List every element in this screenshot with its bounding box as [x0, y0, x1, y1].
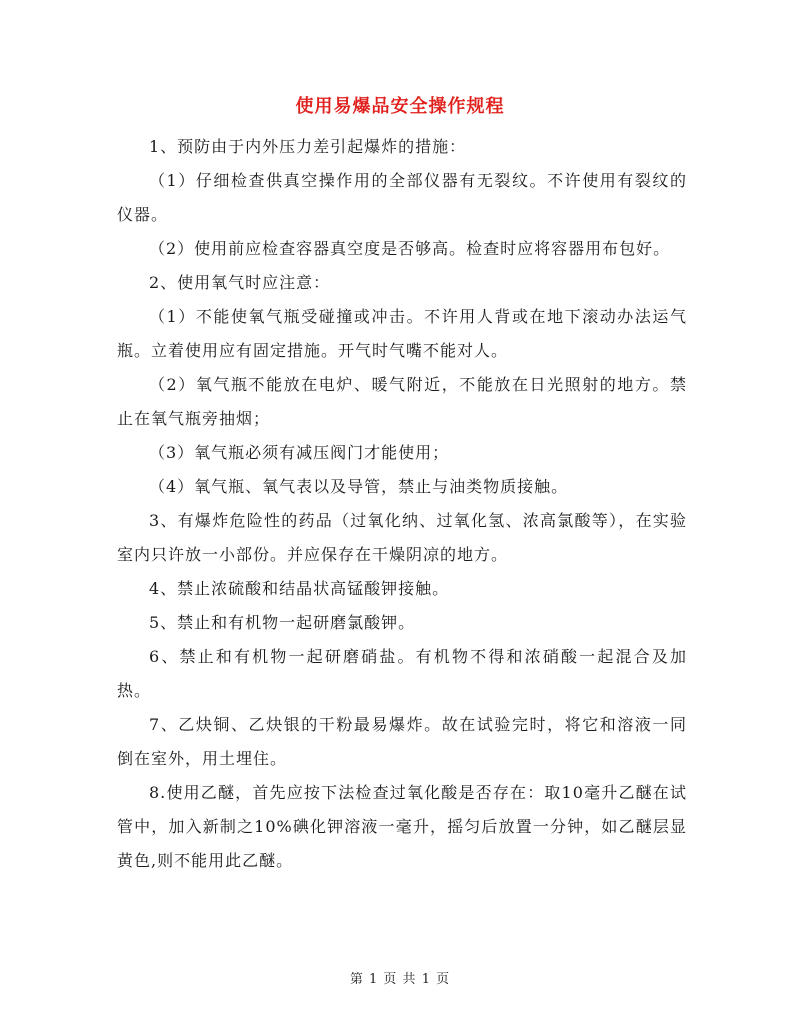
paragraph-5: 5、禁止和有机物一起研磨氯酸钾。 — [149, 613, 416, 632]
page-footer: 第 1 页 共 1 页 — [349, 972, 451, 987]
paragraph-2-3: （3）氧气瓶必须有减压阀门才能使用； — [149, 443, 450, 462]
paragraph-2-4: （4）氧气瓶、氧气表以及导管，禁止与油类物质接触。 — [149, 477, 569, 496]
paragraph-7: 7、乙炔铜、乙炔银的干粉最易爆炸。故在试验完时，将它和溶液一同倒在室外，用土埋住。 — [117, 715, 687, 768]
paragraph-2: 2、使用氧气时应注意： — [149, 273, 331, 292]
paragraph-1: 1、预防由于内外压力差引起爆炸的措施： — [149, 137, 467, 156]
paragraph-8: 8.使用乙醚，首先应按下法检查过氧化酸是否存在：取10毫升乙醚在试管中，加入新制之10%碘化钾溶液一毫升，摇匀后放置一分钟，如乙醚层显黄色,则不能用此乙醚。 — [117, 783, 687, 870]
paragraph-1-2: （2）使用前应检查容器真空度是否够高。检查时应将容器用布包好。 — [149, 239, 671, 258]
paragraph-4: 4、禁止浓硫酸和结晶状高锰酸钾接触。 — [149, 579, 450, 598]
paragraph-1-1: （1）仔细检查供真空操作用的全部仪器有无裂纹。不许使用有裂纹的仪器。 — [117, 171, 687, 224]
paragraph-2-2: （2）氧气瓶不能放在电炉、暖气附近，不能放在日光照射的地方。禁止在氧气瓶旁抽烟； — [117, 375, 687, 428]
paragraph-2-1: （1）不能使氧气瓶受碰撞或冲击。不许用人背或在地下滚动办法运气瓶。立着使用应有固定措施。开气时气嘴不能对人。 — [117, 307, 687, 360]
paragraph-3: 3、有爆炸危险性的药品（过氧化纳、过氧化氢、浓高氯酸等），在实验室内只许放一小部份。并应保存在干燥阴凉的地方。 — [117, 511, 687, 564]
document-body — [117, 130, 687, 878]
paragraph-6: 6、禁止和有机物一起研磨硝盐。有机物不得和浓硝酸一起混合及加热。 — [117, 647, 687, 700]
document-title: 使用易爆品安全操作规程 — [295, 96, 505, 117]
